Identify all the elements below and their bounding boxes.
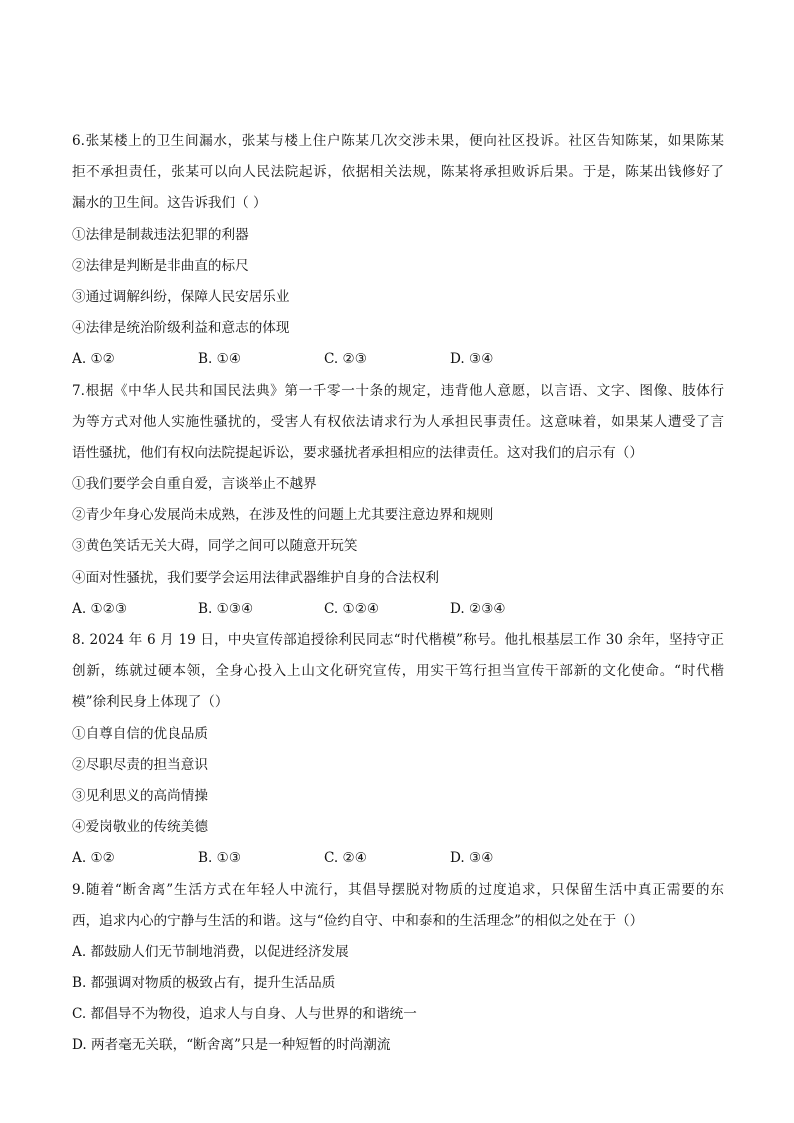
question-8-stem-line-1: 8. 2024 年 6 月 19 日，中央宣传部追授徐利民同志“时代楷模”称号。他扎根基层工作 30 余年，坚持守正 [72, 632, 724, 648]
question-8-statement-3: ③见利思义的高尚情操 [72, 787, 208, 804]
question-6-stem-line-3: 漏水的卫生间。这告诉我们（ ） [72, 195, 267, 212]
question-8-statement-2: ②尽职尽责的担当意识 [72, 756, 208, 773]
question-7-option-d: D. ②③④ [450, 600, 506, 617]
question-7-stem-line-1: 7.根据《中华人民共和国民法典》第一千零一十条的规定，违背他人意愿，以言语、文字、图像、肢体行 [72, 382, 724, 399]
question-6-option-b: B. ①④ [198, 351, 242, 368]
question-8-option-d: D. ③④ [450, 850, 494, 867]
question-7-stem-line-3: 语性骚扰，他们有权向法院提起诉讼，要求骚扰者承担相应的法律责任。这对我们的启示有（） [72, 444, 643, 461]
question-7-option-c: C. ①②④ [324, 600, 380, 617]
question-6-option-c: C. ②③ [324, 351, 367, 368]
question-8-options [72, 843, 724, 874]
question-list [72, 126, 724, 1062]
question-7 [72, 376, 724, 626]
question-8-statement-4: ④爱岗敬业的传统美德 [72, 819, 208, 836]
question-6-option-a: A. ①② [72, 351, 115, 368]
question-6-statement-4: ④法律是统治阶级利益和意志的体现 [72, 320, 290, 337]
question-8-stem-line-2: 创新，练就过硬本领，全身心投入上山文化研究宣传，用实干笃行担当宣传干部新的文化使命。“时代楷 [72, 663, 724, 680]
question-6-statement-1: ①法律是制裁违法犯罪的利器 [72, 226, 249, 243]
question-8-stem-line-3: 模”徐利民身上体现了（） [72, 694, 229, 711]
question-6-statement-2: ②法律是判断是非曲直的标尺 [72, 257, 249, 274]
question-9-choice-c: C. 都倡导不为物役，追求人与自身、人与世界的和谐统一 [72, 1006, 417, 1023]
question-7-option-a: A. ①②③ [72, 600, 128, 617]
question-9 [72, 875, 724, 1062]
question-7-statement-3: ③黄色笑话无关大碍，同学之间可以随意开玩笑 [72, 538, 358, 555]
question-6-statement-3: ③通过调解纠纷，保障人民安居乐业 [72, 288, 290, 305]
question-8-statement-1: ①自尊自信的优良品质 [72, 725, 208, 742]
question-9-stem-line-1: 9.随着“断舍离”生活方式在年轻人中流行，其倡导摆脱对物质的过度追求，只保留生活中真正需要的东 [72, 881, 724, 898]
question-7-stem-line-2: 为等方式对他人实施性骚扰的，受害人有权依法请求行为人承担民事责任。这意味着，如果某人遭受了言 [72, 413, 724, 430]
question-6-stem-line-1: 6.张某楼上的卫生间漏水，张某与楼上住户陈某几次交涉未果，便向社区投诉。社区告知陈某，如果陈某 [72, 133, 724, 149]
question-8-option-a: A. ①② [72, 850, 115, 867]
question-8-option-b: B. ①③ [198, 850, 242, 867]
question-7-option-b: B. ①③④ [198, 600, 254, 617]
question-7-statement-2: ②青少年身心发展尚未成熟，在涉及性的问题上尤其要注意边界和规则 [72, 507, 494, 524]
question-9-choice-b: B. 都强调对物质的极致占有，提升生活品质 [72, 975, 336, 992]
question-6-option-d: D. ③④ [450, 351, 494, 368]
question-7-statement-1: ①我们要学会自重自爱，言谈举止不越界 [72, 476, 317, 493]
question-9-choice-a: A. 都鼓励人们无节制地消费，以促进经济发展 [72, 943, 349, 960]
question-6 [72, 126, 724, 376]
question-7-options [72, 594, 724, 625]
question-9-stem-line-2: 西，追求内心的宁静与生活的和谐。这与“俭约自守、中和泰和的生活理念”的相似之处在于（） [72, 912, 644, 929]
question-7-statement-4: ④面对性骚扰，我们要学会运用法律武器维护自身的合法权利 [72, 569, 440, 586]
question-9-choice-d: D. 两者毫无关联，“断舍离”只是一种短暂的时尚潮流 [72, 1037, 391, 1054]
question-6-options [72, 344, 724, 375]
question-6-stem-line-2: 拒不承担责任，张某可以向人民法院起诉，依据相关法规，陈某将承担败诉后果。于是，陈某出钱修好了 [72, 164, 724, 181]
question-8 [72, 625, 724, 875]
question-8-option-c: C. ②④ [324, 850, 367, 867]
